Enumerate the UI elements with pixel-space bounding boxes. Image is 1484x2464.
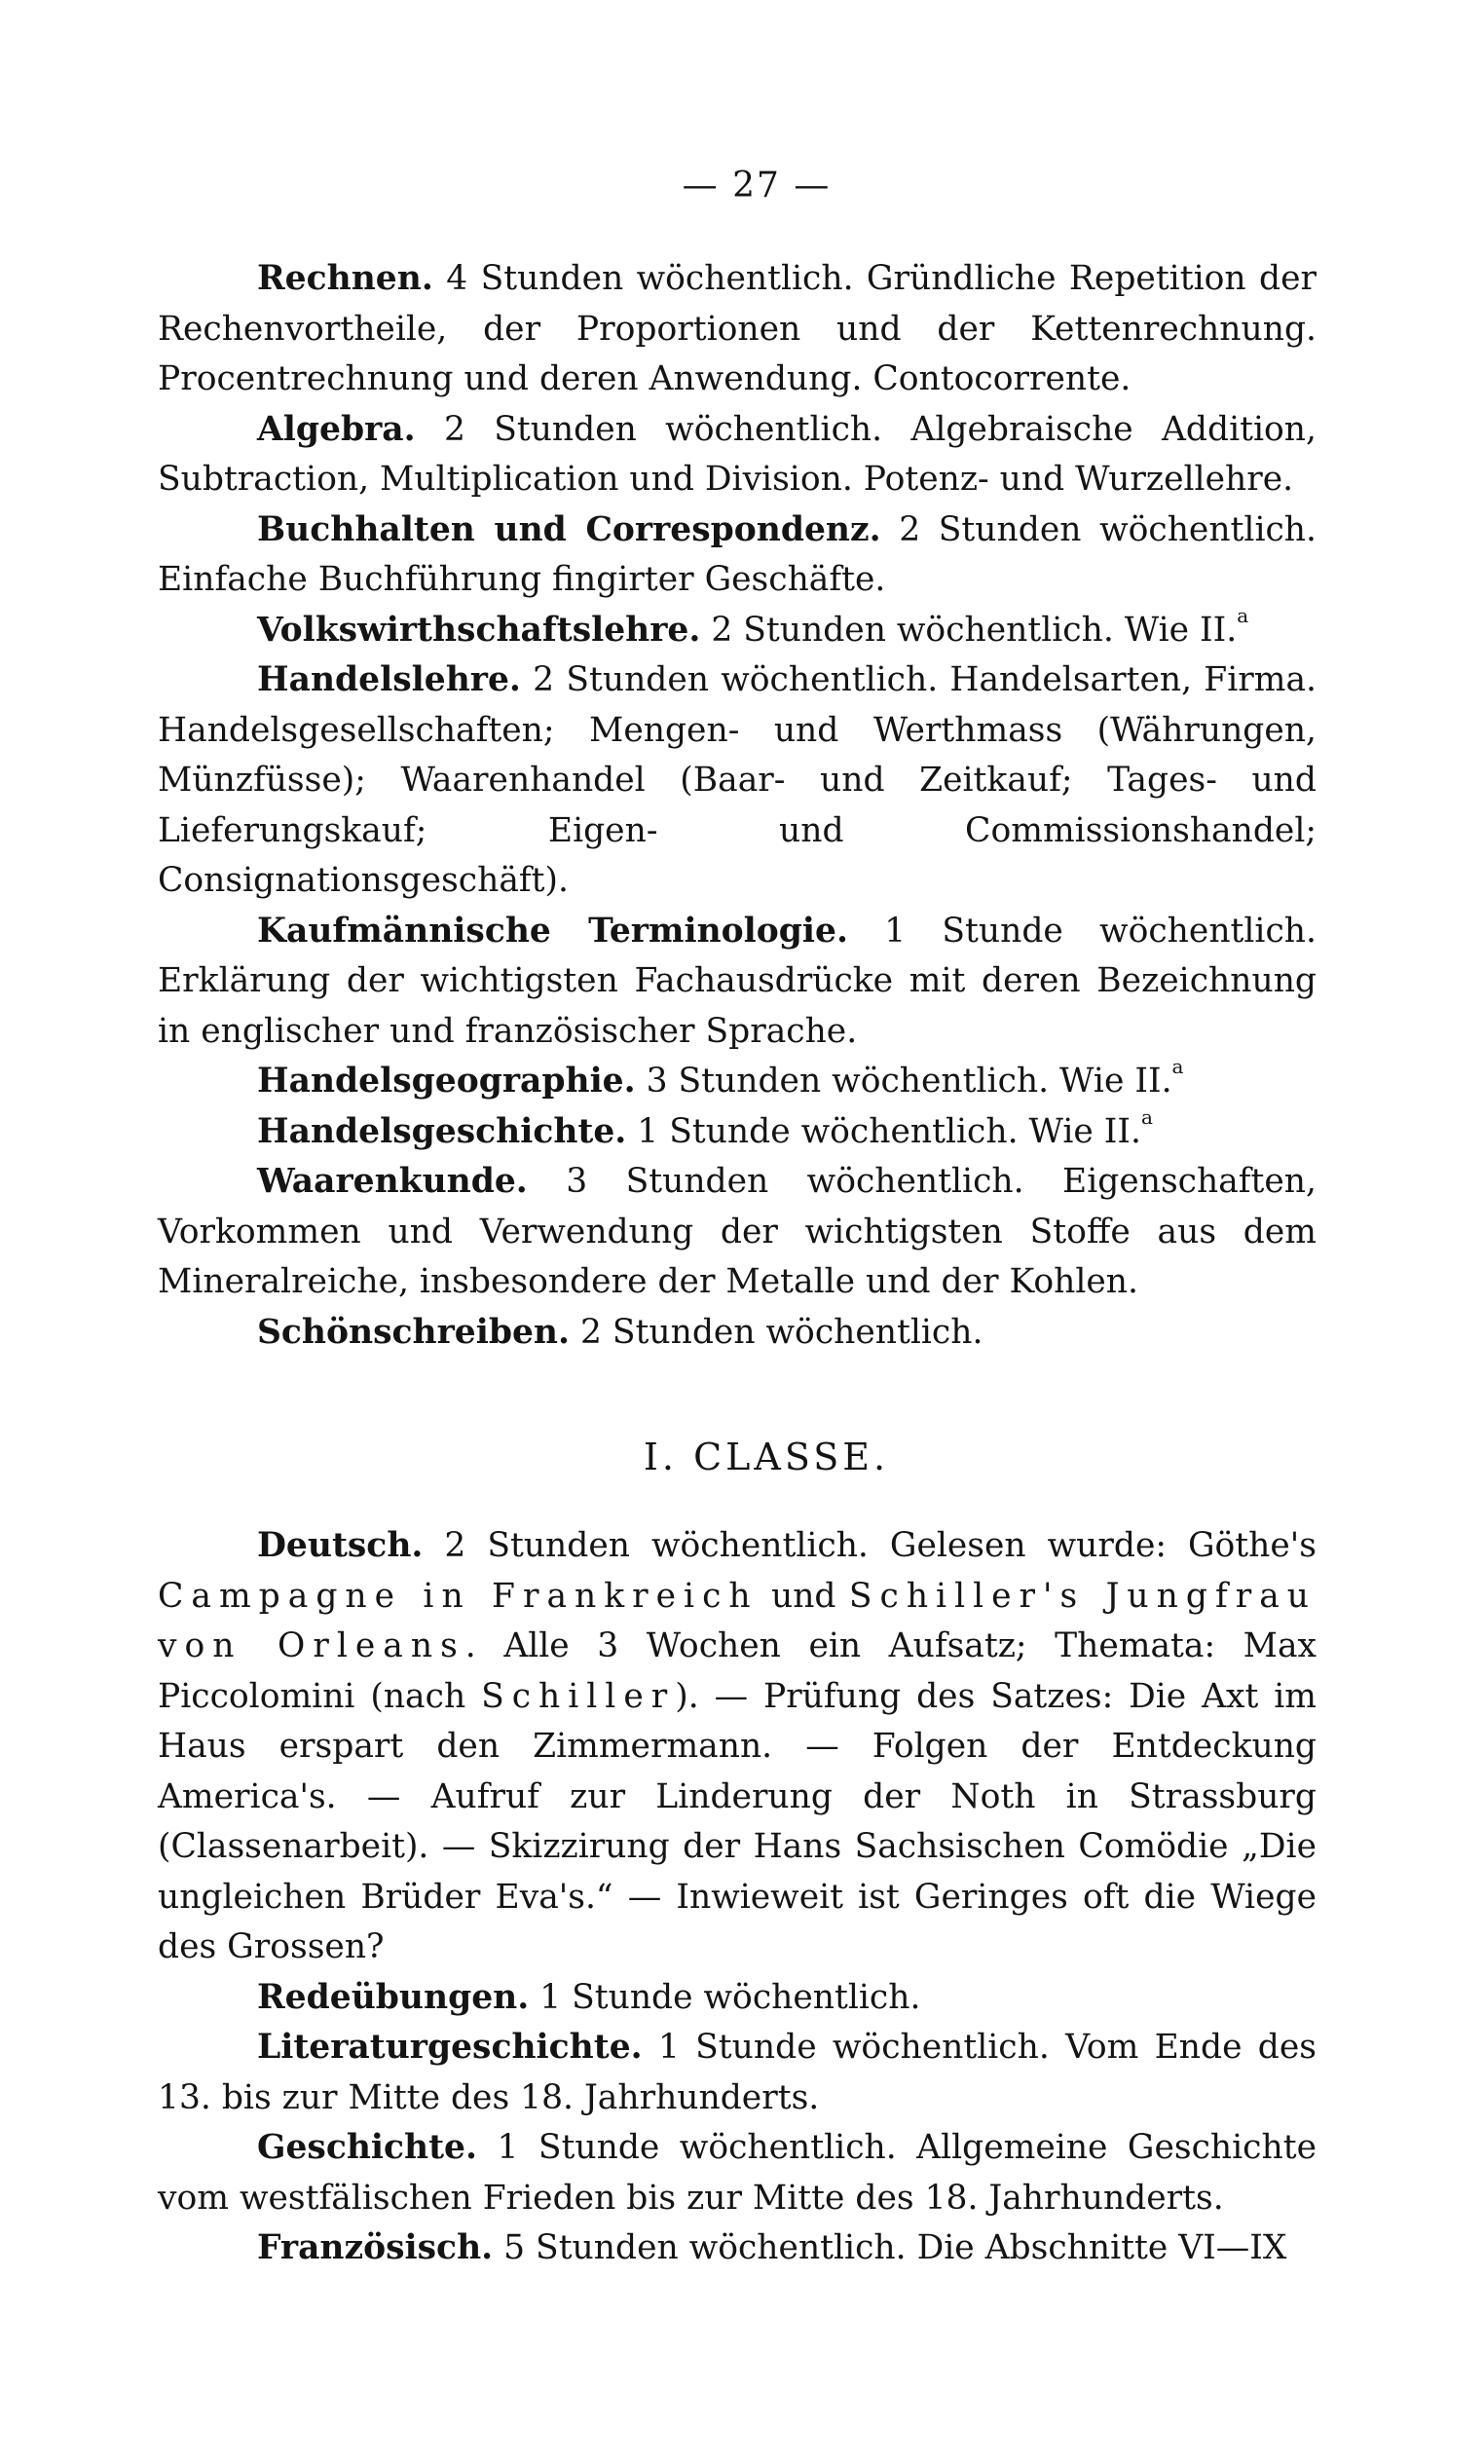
section-heading: I. CLASSE. [643,1436,890,1478]
subject-heading: Schönschreiben. [257,1312,571,1352]
subject-heading: Handelsgeographie. [257,1062,636,1101]
entry-text: ). — Prüfung des Satzes: Die Axt im Haus erspart den Zimmermann. — Folgen der Entdeckung America's. — Aufruf zur Linderung der Noth in Strassburg (Classenarbeit). — Skizzirung der Hans Sachsischen Comödie „Die ungleichen Brüder Eva's.“ — Inwieweit ist Geringes oft die Wiege des Grossen? [158,1676,1317,1966]
entry-text: . Alle 3 Wochen ein Aufsatz; Themata: Max Piccolomini (nach [158,1626,1317,1716]
subject-heading: Geschichte. [257,2128,478,2167]
entry-text: 2 Stunden wöchentlich. Einfache Buchführung fingirter Geschäfte. [158,509,1317,599]
entry-redeuebungen [158,1973,1317,2024]
subject-heading: Algebra. [257,409,416,449]
author-spaced: Schiller [481,1676,676,1716]
subject-heading: Literaturgeschichte. [257,2028,643,2067]
entry-schoenschreiben [158,1308,1317,1359]
subject-heading: Volkswirthschaftslehre. [257,610,701,650]
entry-literaturgeschichte [158,2023,1317,2123]
entry-handelslehre [158,655,1317,907]
subject-heading: Waarenkunde. [257,1162,528,1201]
subject-heading: Redeübungen. [257,1977,530,2017]
title-spaced: Campagne in Frankreich [158,1576,759,1616]
entry-text: 4 Stunden wöchentlich. Gründliche Repetition der Rechenvortheile, der Proportionen und der Kettenrechnung. Procentrechnung und deren Anwendung. Contocorrente. [158,259,1317,398]
entry-handelsgeschichte [158,1104,1317,1158]
entry-buchhalten [158,505,1317,606]
subject-heading: Buchhalten und Correspondenz. [257,509,881,549]
subject-heading: Handelslehre. [257,660,521,699]
class-suffix: a [1141,1104,1153,1129]
entry-deutsch [158,1521,1317,1973]
entry-text: 5 Stunden wöchentlich. Die Abschnitte VI—IX [493,2228,1287,2267]
entry-waarenkunde [158,1157,1317,1308]
entry-text: und [758,1576,849,1616]
section-i-entries [158,1521,1317,2274]
entry-text: 1 Stunde wöchentlich. Vom Ende des 13. bis zur Mitte des 18. Jahrhunderts. [158,2028,1317,2117]
entry-handelsgeographie [158,1057,1317,1107]
entry-franzoesisch [158,2223,1317,2274]
document-page [158,166,1317,2274]
entry-algebra [158,405,1317,505]
entry-text: 1 Stunde wöchentlich. Erklärung der wichtigsten Fachausdrücke mit deren Bezeichnung in englischer und französischer Sprache. [158,911,1317,1051]
class-suffix: a [1171,1055,1184,1078]
class-suffix: a [1237,603,1249,627]
entry-text: 2 Stunden wöchentlich. [570,1312,983,1352]
subject-heading: Französisch. [257,2228,494,2267]
entry-text: 1 Stunde wöchentlich. [529,1977,921,2017]
entry-text: 3 Stunden wöchentlich. Eigenschaften, Vorkommen und Verwendung der wichtigsten Stoffe aus dem Mineralreiche, insbesondere der Metalle und der Kohlen. [158,1162,1317,1301]
entry-text: 3 Stunden wöchentlich. Wie II. [635,1062,1172,1101]
title-spaced: Schiller's Jungfrau von Orleans [158,1576,1317,1665]
entry-text: 2 Stunden wöchentlich. Gelesen wurde: Göthe's [423,1526,1317,1565]
entry-geschichte [158,2123,1317,2223]
section-ii-entries [158,254,1317,1358]
entry-text: 2 Stunden wöchentlich. Handelsarten, Firma. Handelsgesellschaften; Mengen- und Werthmass (Währungen, Münzfüsse); Waarenhandel (Baar- und Zeitkauf; Tages- und Lieferungskauf; Eigen- und Commissionshandel; Consignationsgeschäft). [158,660,1317,900]
page-number: — 27 — [682,166,832,205]
entry-rechnen [158,254,1317,405]
subject-heading: Rechnen. [257,259,433,298]
entry-text: 2 Stunden wöchentlich. Algebraische Addition, Subtraction, Multiplication und Division. Potenz- und Wurzellehre. [158,409,1317,499]
subject-heading: Handelsgeschichte. [257,1111,627,1151]
entry-text: 1 Stunde wöchentlich. Wie II. [626,1111,1141,1151]
subject-heading: Deutsch. [257,1526,424,1565]
subject-heading: Kaufmännische Terminologie. [257,911,848,951]
entry-text: 1 Stunde wöchentlich. Allgemeine Geschichte vom westfälischen Frieden bis zur Mitte des 18. Jahrhunderts. [158,2128,1317,2218]
entry-terminologie [158,907,1317,1058]
entry-text: 2 Stunden wöchentlich. Wie II. [700,610,1238,650]
entry-volkswirthschaftslehre [158,603,1317,656]
